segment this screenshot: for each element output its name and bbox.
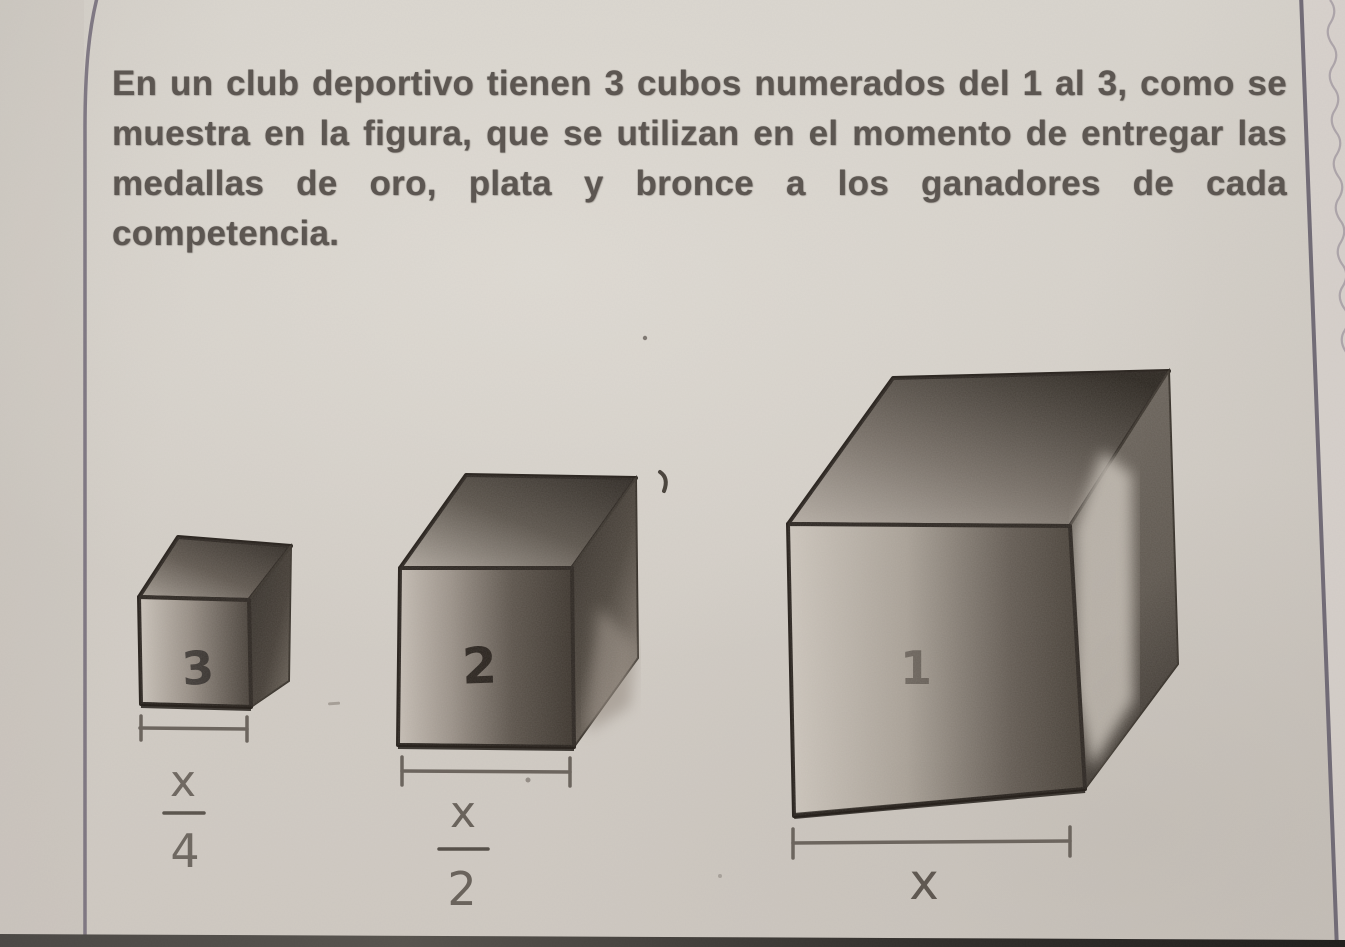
cube-3-number: 3 bbox=[180, 639, 216, 697]
cube-2-number: 2 bbox=[461, 636, 498, 696]
cube-1-number: 1 bbox=[899, 641, 933, 695]
cube-2-label-numerator: x bbox=[449, 787, 477, 838]
problem-line-2: muestra en la figura, que se utilizan en el momento de entregar las bbox=[112, 114, 1287, 153]
problem-line-1: En un club deportivo tienen 3 cubos numerados del 1 al 3, como se bbox=[112, 64, 1287, 103]
cube-3-label-numerator: x bbox=[169, 756, 197, 807]
problem-line-3: medallas de oro, plata y bronce a los ganadores de cada competencia. bbox=[112, 164, 1287, 253]
cube-3-label-denominator: 4 bbox=[170, 824, 200, 878]
cube-1-dimension-label: x bbox=[909, 853, 939, 911]
cube-2-label-denominator: 2 bbox=[447, 862, 477, 916]
